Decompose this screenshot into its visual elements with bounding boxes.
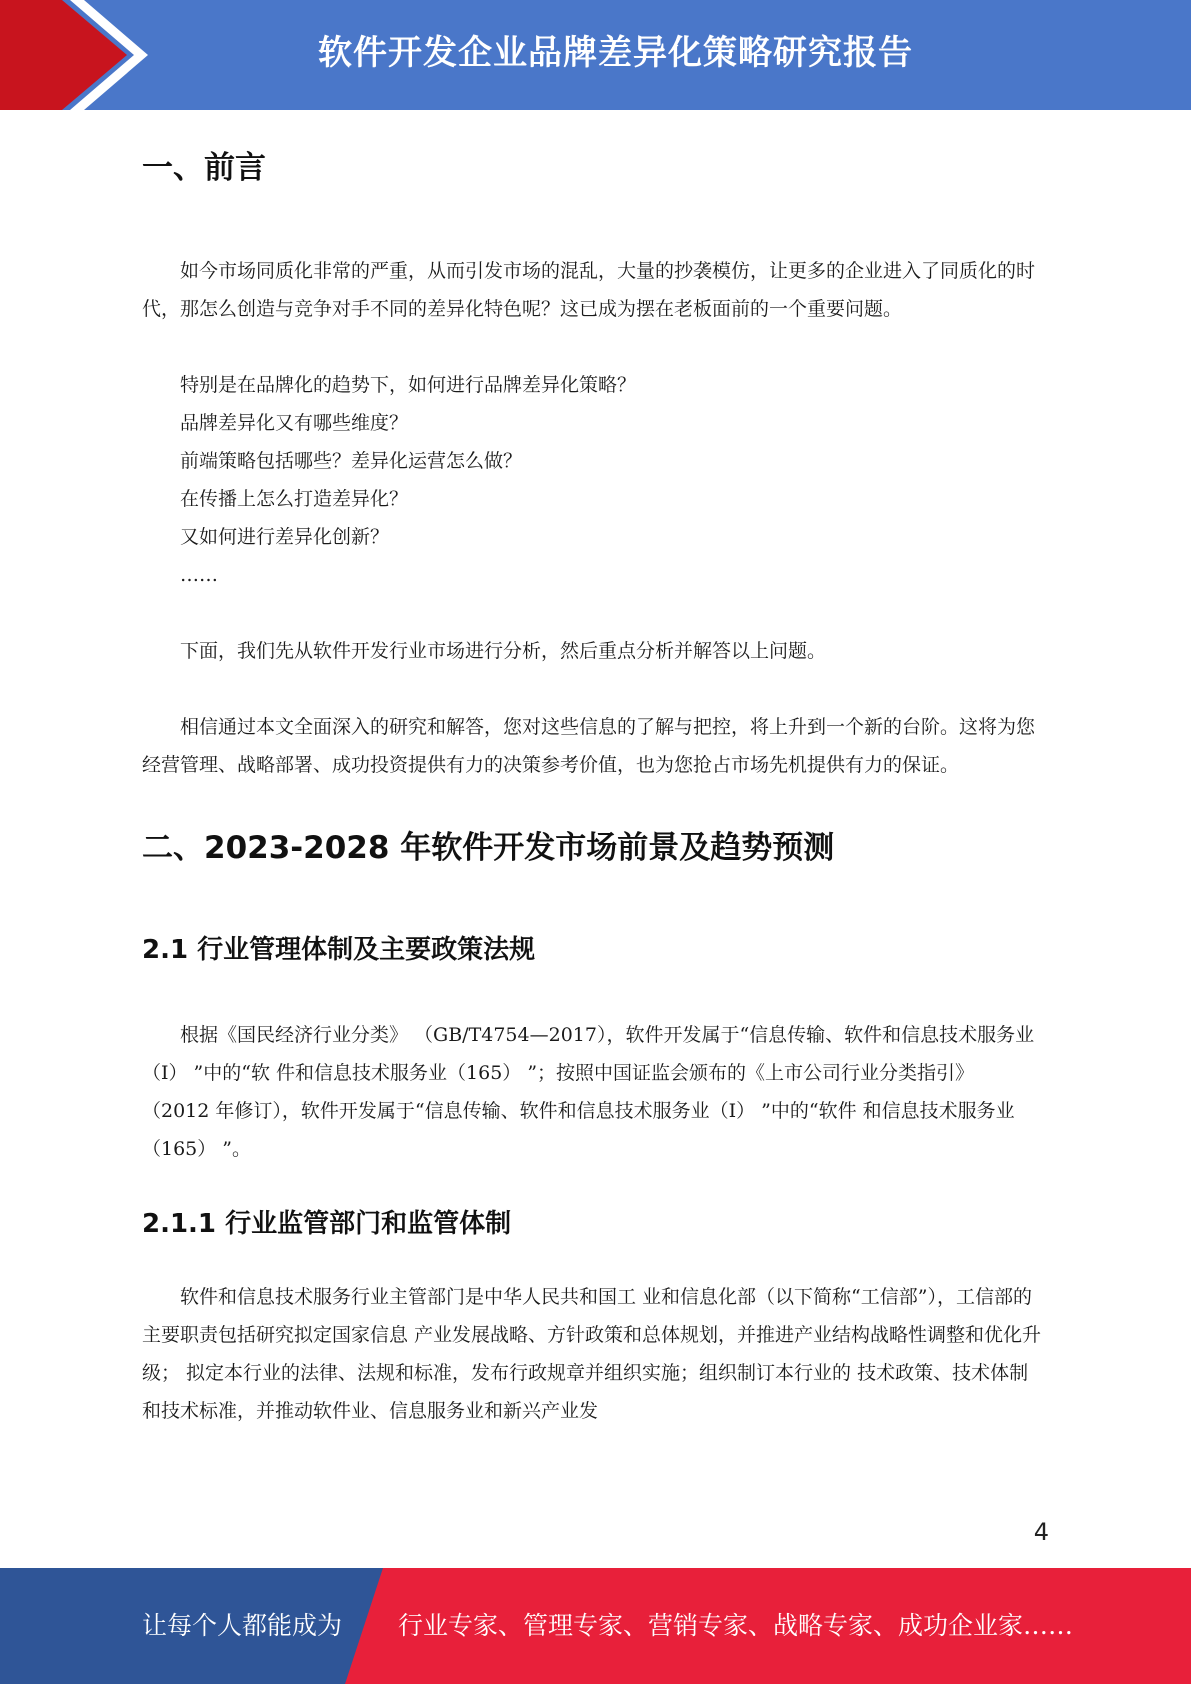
header-banner [0, 0, 1191, 110]
footer-banner [0, 1568, 1191, 1684]
question-item: 品牌差异化又有哪些维度？ [180, 412, 409, 434]
question-item: 在传播上怎么打造差异化？ [180, 488, 409, 510]
section-2-1-heading: 2.1 行业管理体制及主要政策法规 [142, 935, 536, 965]
document-body [142, 130, 1047, 1430]
section-1-paragraph-1: 如今市场同质化非常的严重，从而引发市场的混乱，大量的抄袭模仿，让更多的企业进入了同质化的时代，那怎么创造与竞争对手不同的差异化特色呢？这已成为摆在老板面前的一个重要问题。 [142, 260, 1036, 320]
section-1-paragraph-2: 下面，我们先从软件开发行业市场进行分析，然后重点分析并解答以上问题。 [180, 640, 827, 662]
footer-slogan-right: 行业专家、管理专家、营销专家、战略专家、成功企业家…… [398, 1611, 1074, 1640]
section-1-paragraph-3: 相信通过本文全面深入的研究和解答，您对这些信息的了解与把控，将上升到一个新的台阶。这将为您经营管理、战略部署、成功投资提供有力的决策参考价值，也为您抢占市场先机提供有力的保证。 [142, 716, 1036, 776]
question-item: 前端策略包括哪些？差异化运营怎么做？ [180, 450, 523, 472]
section-2-heading: 二、2023-2028 年软件开发市场前景及趋势预测 [142, 830, 835, 866]
section-1-heading: 一、前言 [142, 150, 266, 186]
section-2-1-1-paragraph: 软件和信息技术服务行业主管部门是中华人民共和国工 业和信息化部（以下简称“工信部”），工信部的主要职责包括研究拟定国家信息 产业发展战略、方针政策和总体规划，并推进产业结构战略性调整和优化升级； 拟定本行业的法律、法规和标准，发布行政规章并组织实施；组织制订本行业的 技术政策、技术体制和技术标准，并推动软件业、信息服务业和新兴产业发 [142, 1286, 1042, 1422]
header-arrow-decoration [0, 0, 150, 110]
question-list [142, 366, 1047, 594]
question-item: 又如何进行差异化创新？ [180, 526, 390, 548]
question-item: …… [180, 564, 218, 586]
footer-slogan-left: 让每个人都能成为 [142, 1611, 343, 1640]
document-title: 软件开发企业品牌差异化策略研究报告 [318, 33, 913, 73]
section-2-1-1-heading: 2.1.1 行业监管部门和监管体制 [142, 1209, 512, 1239]
question-item: 特别是在品牌化的趋势下，如何进行品牌差异化策略？ [180, 374, 637, 396]
page-number: 4 [1033, 1518, 1049, 1546]
section-2-1-paragraph: 根据《国民经济行业分类》 （GB/T4754—2017），软件开发属于“信息传输、软件和信息技术服务业（I） ”中的“软 件和信息技术服务业（165） ”；按照中国证监会颁布的《上市公司行业分类指引》 （2012 年修订），软件开发属于“信息传输、软件和信息技术服务业（I） ”中的“软件 和信息技术服务业（165） ”。 [142, 1024, 1035, 1160]
